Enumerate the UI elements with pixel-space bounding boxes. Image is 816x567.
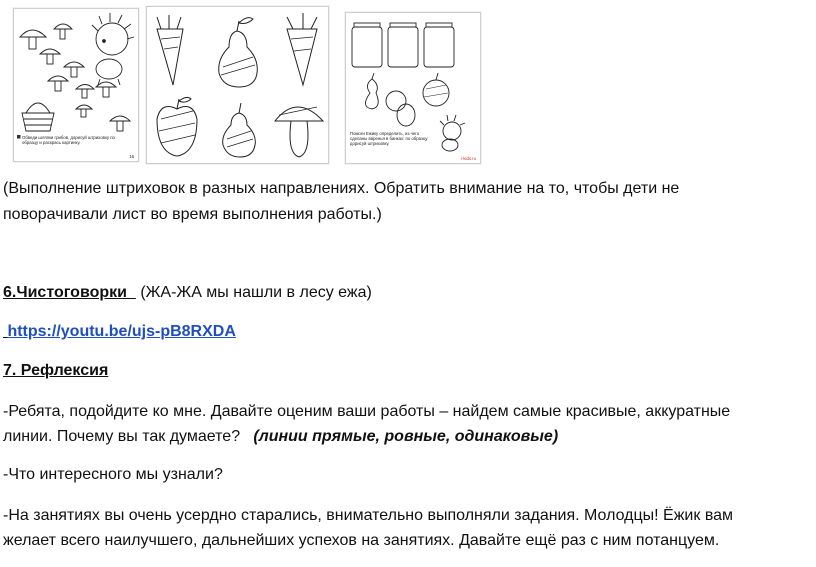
bullet-marker bbox=[17, 135, 21, 139]
reflex-line-1: -Ребята, подойдите ко мне. Давайте оценим ваши работы – найдем самые красивые, аккуратные bbox=[3, 403, 731, 420]
section-6-line bbox=[3, 281, 372, 305]
fruits-drawing bbox=[147, 7, 328, 163]
sheet1-caption: Обведи шляпки грибов, дорисуй штриховку по образцу и раскрась картинку. bbox=[22, 135, 115, 145]
final-line-1: -На занятиях вы очень усердно старались, внимательно выполняли задания. Молодцы! Ёжик вам bbox=[3, 507, 734, 524]
note-line-2: поворачивали лист во время выполнения работы.) bbox=[3, 206, 382, 223]
video-link[interactable]: https://youtu.be/ujs-pB8RXDA bbox=[7, 323, 236, 340]
worksheet-jars bbox=[345, 12, 481, 164]
sheet1-page-number: 16 bbox=[129, 154, 134, 159]
section-7-title: 7. Рефлексия bbox=[3, 362, 109, 379]
section-6-title: 6.Чистоговорки bbox=[3, 284, 127, 301]
section-6-text: (ЖА-ЖА мы нашли в лесу ежа) bbox=[140, 284, 372, 301]
final-line-2: желает всего наилучшего, дальнейших успехов на занятиях. Давайте ещё раз с ним потанцуем. bbox=[3, 532, 720, 549]
note-line-1: (Выполнение штриховок в разных направлениях. Обратить внимание на то, чтобы дети не bbox=[3, 180, 680, 197]
reflex-question: линии. Почему вы так думаете? bbox=[3, 428, 254, 445]
worksheet-fruits bbox=[146, 6, 329, 164]
question-line: -Что интересного мы узнали? bbox=[3, 466, 223, 483]
sheet3-caption: Помоги Ежику определить, из чего сделаны варенья в банках: по образцу дорисуй штриховку. bbox=[350, 131, 428, 146]
sheet3-site: i-kids.ru bbox=[460, 156, 476, 161]
worksheet-mushrooms bbox=[13, 8, 139, 162]
video-link-line bbox=[3, 320, 236, 344]
reflex-line-2 bbox=[3, 425, 558, 449]
section-6-underline-gap bbox=[127, 284, 136, 301]
worksheet-images bbox=[0, 6, 816, 166]
reflex-answer: (линии прямые, ровные, одинаковые) bbox=[253, 428, 559, 445]
